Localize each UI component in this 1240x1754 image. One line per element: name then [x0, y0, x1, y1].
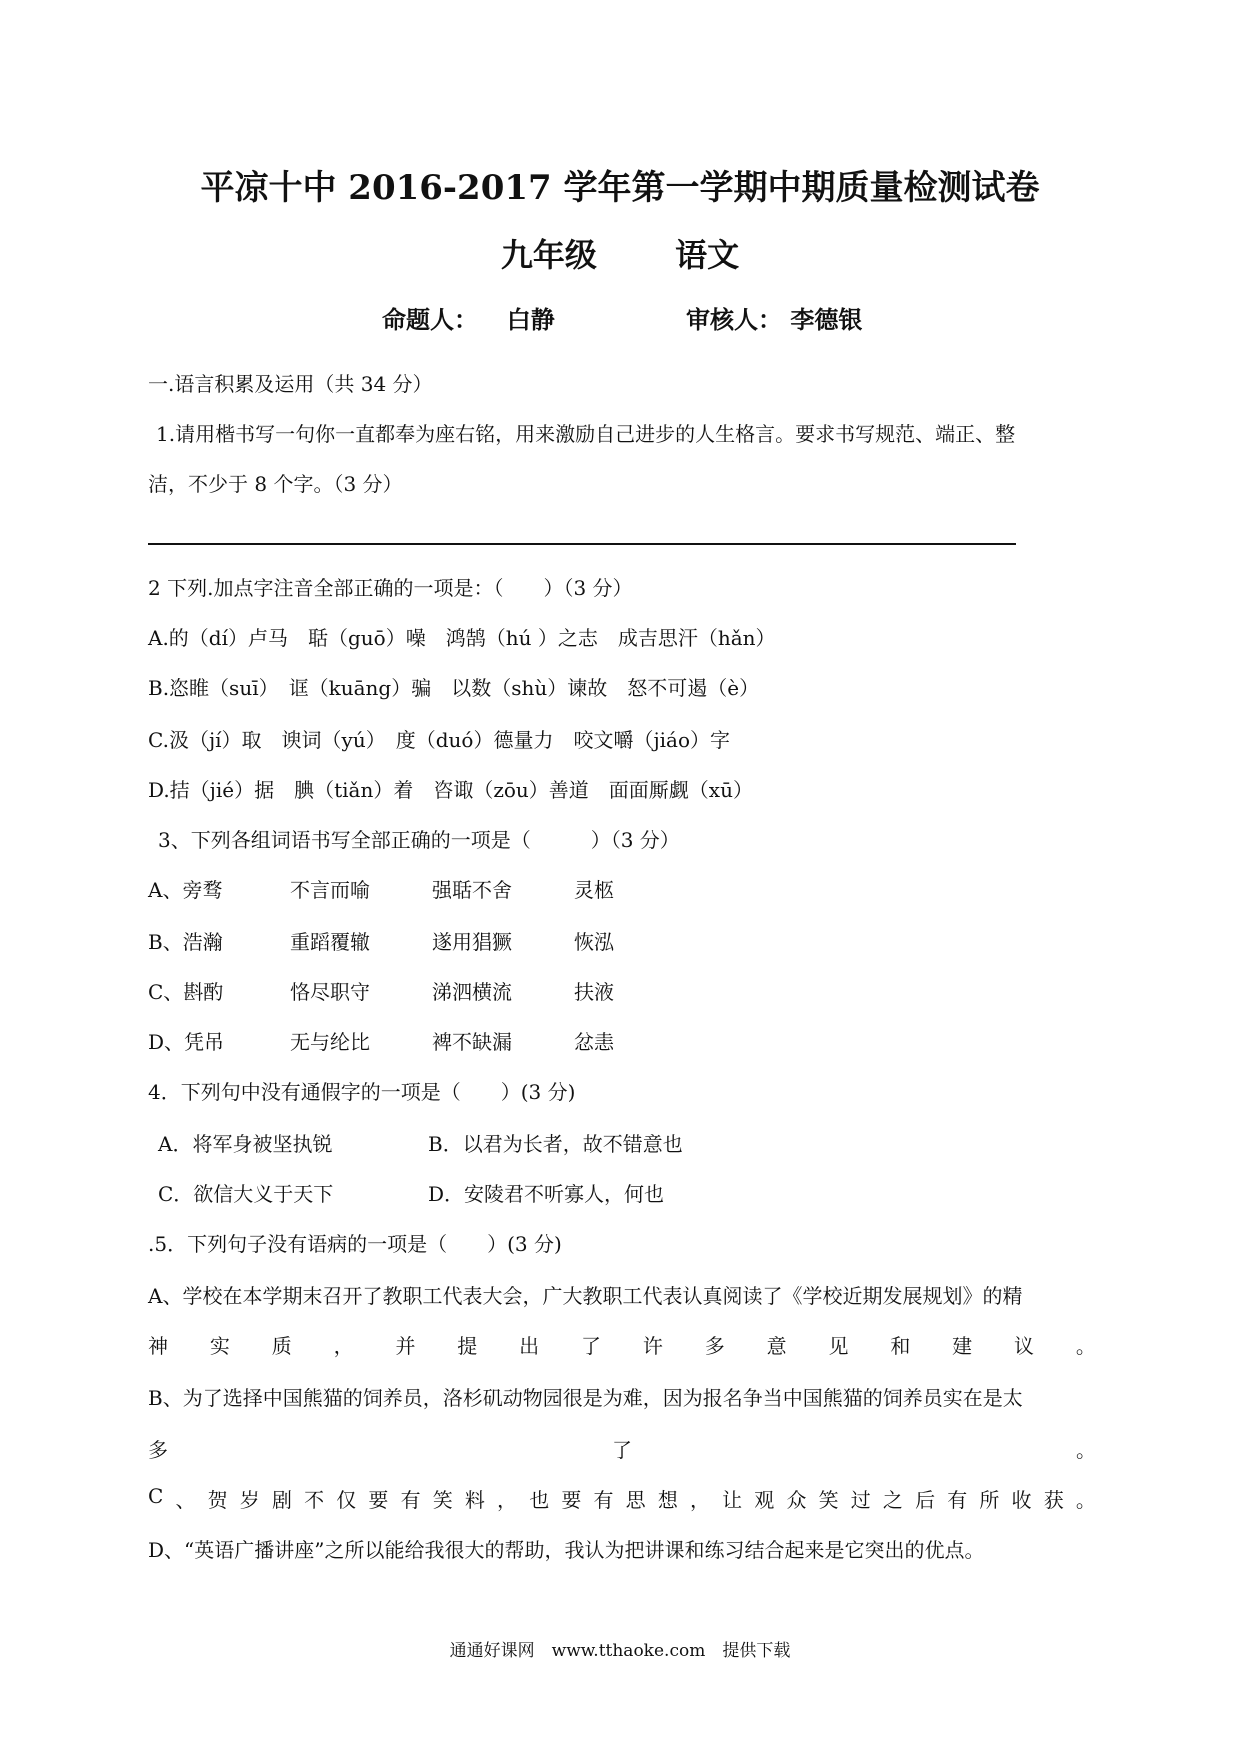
q5-b2-c1: 了	[612, 1438, 632, 1462]
q3-a-3: 强聒不舍	[432, 878, 512, 902]
q5-b-line2	[148, 1434, 1096, 1463]
q5-a2-c8: 许	[642, 1334, 663, 1358]
q5-c-c8: 有	[400, 1488, 421, 1512]
q5-c-c9: 笑	[432, 1488, 453, 1512]
q3-c-3: 涕泗横流	[432, 980, 512, 1004]
q5-b-line1: B、为了选择中国熊猫的饲养员，洛杉矶动物园很是为难，因为报名争当中国熊猫的饲养员实在是太	[148, 1386, 1023, 1410]
q5-c-c23: 之	[882, 1488, 903, 1512]
q2-stem: 2 下列.加点字注音全部正确的一项是：（ ）（3 分）	[148, 576, 633, 600]
q1-line2: 洁，不少于 8 个字。（3 分）	[148, 472, 403, 496]
q5-c-c7: 要	[368, 1488, 389, 1512]
q5-c-c19: 观	[754, 1488, 775, 1512]
q5-a-line1: A、学校在本学期末召开了教职工代表大会，广大教职工代表认真阅读了《学校近期发展规划》的精	[148, 1284, 1023, 1308]
q5-a2-c5: 提	[457, 1334, 478, 1358]
q4-stem: 4．下列句中没有通假字的一项是（ ）(3 分)	[148, 1080, 576, 1104]
q5-b2-c0: 多	[148, 1438, 168, 1462]
q5-a2-c0: 神	[148, 1334, 168, 1358]
q3-option-d	[148, 1026, 614, 1055]
q5-c-c3: 岁	[239, 1488, 260, 1512]
q5-c-c24: 后	[915, 1488, 936, 1512]
reviewer-line	[686, 300, 862, 335]
author-name: 白静	[506, 306, 555, 334]
q5-c-c4: 剧	[271, 1488, 292, 1512]
q3-option-c	[148, 976, 614, 1005]
q2-option-a: A.的（dí）卢马 聒（guō）噪 鸿鹄（hú ）之志 成吉思汗（hǎn）	[148, 626, 776, 650]
q5-c-c12: 也	[529, 1488, 550, 1512]
q5-a2-c13: 建	[952, 1334, 973, 1358]
q5-a2-c7: 了	[581, 1334, 602, 1358]
q5-c-c27: 收	[1011, 1488, 1032, 1512]
grade-label: 九年级	[500, 236, 597, 274]
q3-a-4: 灵柩	[574, 878, 614, 902]
page-subtitle	[0, 230, 1240, 276]
q1-line1: 1.请用楷书写一句你一直都奉为座右铭，用来激励自己进步的人生格言。要求书写规范、端正、整	[156, 422, 1016, 446]
q5-d-line: D、“英语广播讲座”之所以能给我很大的帮助，我认为把讲课和练习结合起来是它突出的优点。	[148, 1538, 985, 1562]
q3-a-2: 不言而喻	[290, 878, 370, 902]
q5-c-c5: 不	[304, 1488, 325, 1512]
q3-b-1: B、浩瀚	[148, 930, 223, 954]
q5-a2-c1: 实	[209, 1334, 230, 1358]
q5-c-c6: 仅	[336, 1488, 357, 1512]
q3-b-3: 遂用猖獗	[432, 930, 512, 954]
q5-c-c25: 有	[947, 1488, 968, 1512]
reviewer-label: 审核人：	[686, 306, 782, 334]
q3-b-2: 重蹈覆辙	[290, 930, 370, 954]
q3-option-b	[148, 926, 614, 955]
q5-a2-c12: 和	[890, 1334, 911, 1358]
q5-a2-c10: 意	[766, 1334, 787, 1358]
q3-d-1: D、凭吊	[148, 1030, 225, 1054]
q5-c-c20: 众	[786, 1488, 807, 1512]
subject-label: 语文	[675, 236, 740, 274]
q5-c-c15: 思	[625, 1488, 646, 1512]
q5-c-c16: 想	[657, 1488, 678, 1512]
q5-c-c11: ，	[497, 1488, 518, 1512]
q5-a2-c14: 议	[1014, 1334, 1035, 1358]
q3-stem: 3、下列各组词语书写全部正确的一项是（ ）（3 分）	[158, 828, 680, 852]
q3-option-a	[148, 874, 614, 903]
q3-b-4: 恢泓	[574, 930, 614, 954]
reviewer-name: 李德银	[790, 306, 863, 334]
q5-a2-c6: 出	[519, 1334, 540, 1358]
q5-a2-c4: 并	[395, 1334, 416, 1358]
q4-option-d: D．安陵君不听寡人，何也	[428, 1182, 665, 1206]
q2-option-c: C.汲（jí）取 谀词（yú） 度（duó）德量力 咬文嚼（jiáo）字	[148, 728, 731, 752]
q3-d-3: 裨不缺漏	[432, 1030, 512, 1054]
q5-c-c1: 、	[175, 1488, 196, 1512]
q5-b2-c2: 。	[1076, 1438, 1096, 1462]
footer-text: 通通好课网 www.tthaoke.com 提供下载	[449, 1641, 791, 1661]
q5-c-c10: 料	[464, 1488, 485, 1512]
q4-option-b: B．以君为长者，故不错意也	[428, 1132, 683, 1156]
q5-c-c14: 有	[593, 1488, 614, 1512]
q5-c-c22: 过	[850, 1488, 871, 1512]
q5-a-line2	[148, 1330, 1096, 1359]
q5-a2-c15: 。	[1075, 1334, 1096, 1358]
author-line	[382, 300, 555, 335]
q5-a2-c11: 见	[828, 1334, 849, 1358]
author-label: 命题人：	[382, 306, 478, 334]
q5-a2-c3: ，	[333, 1334, 354, 1358]
q5-c-c28: 获	[1043, 1488, 1064, 1512]
q3-d-2: 无与纶比	[290, 1030, 370, 1054]
q3-c-4: 扶液	[574, 980, 614, 1004]
q5-c-c29: 。	[1075, 1488, 1096, 1512]
q4-option-c: C．欲信大义于天下	[158, 1182, 334, 1206]
q4-option-a: A．将军身被坚执锐	[158, 1132, 333, 1156]
q5-c-c2: 贺	[207, 1488, 228, 1512]
q5-a2-c2: 质	[271, 1334, 292, 1358]
q3-d-4: 忿恚	[574, 1030, 614, 1054]
page-title: 平凉十中 2016-2017 学年第一学期中期质量检测试卷	[200, 168, 1040, 208]
q3-a-1: A、旁骛	[148, 878, 223, 902]
q5-c-c13: 要	[561, 1488, 582, 1512]
q4-row-1	[158, 1128, 683, 1157]
q5-c-line	[148, 1484, 1096, 1513]
q5-c-c18: 让	[722, 1488, 743, 1512]
q5-a2-c9: 多	[704, 1334, 725, 1358]
q2-option-b: B.恣睢（suī） 诓（kuāng）骗 以数（shù）谏故 怒不可遏（è）	[148, 676, 760, 700]
q5-stem: .5．下列句子没有语病的一项是（ ）(3 分)	[148, 1232, 562, 1256]
q2-option-d: D.拮（jié）据 腆（tiǎn）着 咨诹（zōu）善道 面面厮觑（xū）	[148, 778, 753, 802]
q5-c-c21: 笑	[818, 1488, 839, 1512]
q5-c-c0: C	[148, 1484, 164, 1508]
q5-c-c26: 所	[979, 1488, 1000, 1512]
q3-c-2: 恪尽职守	[290, 980, 370, 1004]
section-heading: 一.语言积累及运用（共 34 分）	[148, 372, 433, 396]
q5-c-c17: ，	[689, 1488, 710, 1512]
q4-row-2	[158, 1178, 664, 1207]
answer-line	[148, 543, 1016, 545]
q3-c-1: C、斟酌	[148, 980, 224, 1004]
